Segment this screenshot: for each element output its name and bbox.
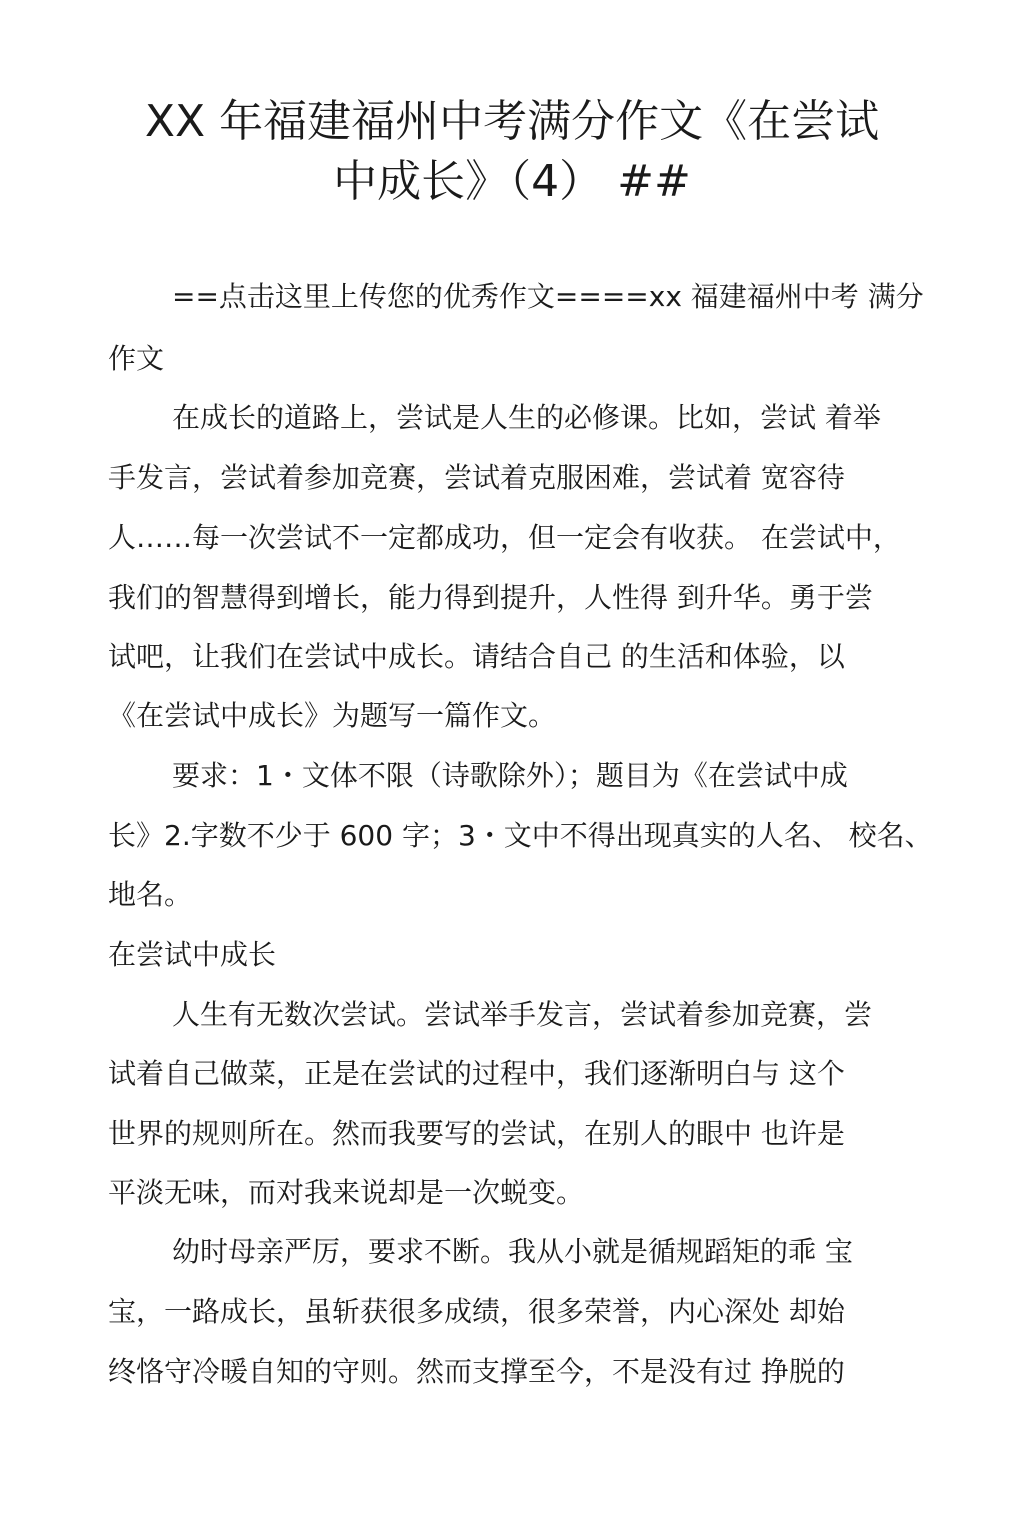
document-title-line-1: XX 年福建福州中考满分作文《在尝试 [144,96,880,147]
paragraph-line: 宝，一路成长，虽斩获很多成绩，很多荣誉，内心深处 却始 [108,1295,845,1328]
paragraph-line: 人生有无数次尝试。尝试举手发言，尝试着参加竞赛，尝 [172,998,873,1031]
document-title-line-2: 中成长》（4） ## [333,156,691,207]
paragraph-line: 试吧，让我们在尝试中成长。请结合自己 的生活和体验，以 [108,640,845,673]
paragraph-line: 人……每一次尝试不一定都成功，但一定会有收获。 在尝试中， [108,521,901,554]
paragraph-line: 我们的智慧得到增长，能力得到提升，人性得 到升华。勇于尝 [108,581,873,614]
paragraph-line: 长》2.字数不少于 600 字；3・文中不得出现真实的人名、 校名、 [108,819,933,852]
paragraph-line: 地名。 [108,878,193,911]
paragraph-line: 在成长的道路上，尝试是人生的必修课。比如，尝试 着举 [172,401,881,434]
paragraph-line: ==点击这里上传您的优秀作文====xx 福建福州中考 满分 [172,280,924,313]
paragraph-line: 要求：1・文体不限（诗歌除外）；题目为《在尝试中成 [172,759,848,792]
paragraph-line: 幼时母亲严厉，要求不断。我从小就是循规蹈矩的乖 宝 [172,1235,853,1268]
paragraph-line: 世界的规则所在。然而我要写的尝试，在别人的眼中 也许是 [108,1117,845,1150]
paragraph-line: 《在尝试中成长》为题写一篇作文。 [108,699,557,732]
paragraph-line: 平淡无味，而对我来说却是一次蜕变。 [108,1176,585,1209]
paragraph-line: 手发言，尝试着参加竞赛，尝试着克服困难，尝试着 宽容待 [108,461,845,494]
paragraph-line: 作文 [108,342,165,375]
essay-heading: 在尝试中成长 [108,938,277,971]
paragraph-line: 试着自己做菜，正是在尝试的过程中，我们逐渐明白与 这个 [108,1057,845,1090]
paragraph-line: 终恪守冷暖自知的守则。然而支撑至今，不是没有过 挣脱的 [108,1355,845,1388]
